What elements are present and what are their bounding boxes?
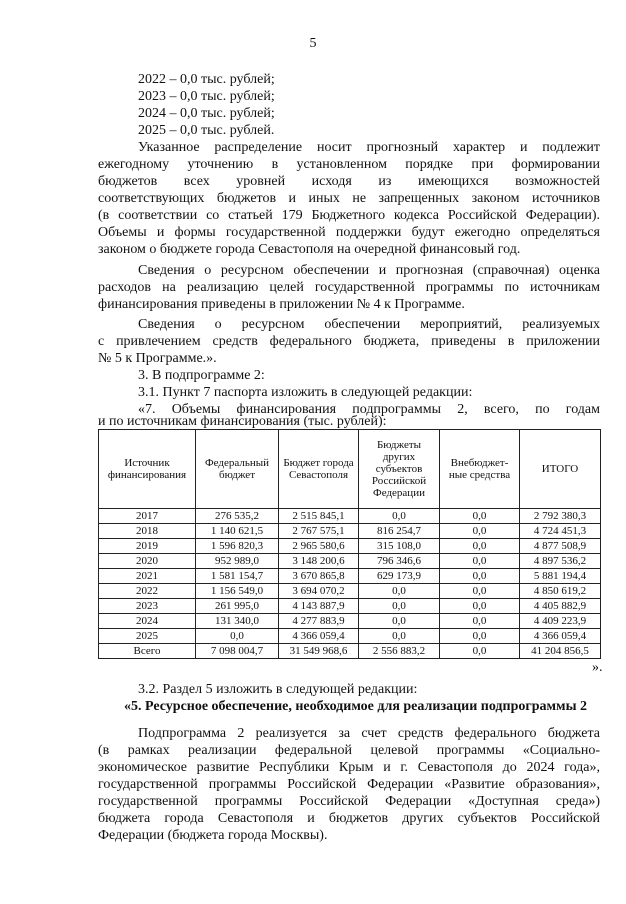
column-header: Бюджет города Севастополя xyxy=(279,430,359,509)
table-cell: 2 792 380,3 xyxy=(520,509,601,524)
table-cell: 2020 xyxy=(99,554,196,569)
table-cell: 1 156 549,0 xyxy=(196,584,279,599)
table-cell: 1 140 621,5 xyxy=(196,524,279,539)
table-cell: 0,0 xyxy=(359,599,440,614)
table-cell: 261 995,0 xyxy=(196,599,279,614)
paragraph-line: экономическое развитие Республики Крым и г. Севастополя до 2024 года», xyxy=(98,760,600,775)
section-heading: «5. Ресурсное обеспечение, необходимое для реализации подпрограммы 2 xyxy=(124,699,588,714)
table-cell: 7 098 004,7 xyxy=(196,644,279,659)
table-cell: 4 897 536,2 xyxy=(520,554,601,569)
table-cell: 2017 xyxy=(99,509,196,524)
paragraph-line: Объемы и формы государственной поддержки будут ежегодно определяться xyxy=(98,225,600,240)
year-line: 2022 – 0,0 тыс. рублей; xyxy=(138,72,275,87)
table-cell: 4 850 619,2 xyxy=(520,584,601,599)
table-cell: 0,0 xyxy=(196,629,279,644)
year-line: 2024 – 0,0 тыс. рублей; xyxy=(138,106,275,121)
table-row xyxy=(99,569,601,584)
table-cell: 0,0 xyxy=(440,584,520,599)
table-row xyxy=(99,599,601,614)
table-cell: 3 694 070,2 xyxy=(279,584,359,599)
section-line: 3.2. Раздел 5 изложить в следующей редакции: xyxy=(138,682,418,697)
table-cell: 5 881 194,4 xyxy=(520,569,601,584)
table-row xyxy=(99,584,601,599)
table-header-row xyxy=(99,430,601,509)
table-cell: 2023 xyxy=(99,599,196,614)
table-cell: 4 366 059,4 xyxy=(279,629,359,644)
paragraph-line: ежегодному уточнению в установленном порядке при формировании xyxy=(98,157,600,172)
table-cell: 2025 xyxy=(99,629,196,644)
year-line: 2025 – 0,0 тыс. рублей. xyxy=(138,123,275,138)
paragraph-line: бюджета города Севастополя и бюджетов других субъектов Российской xyxy=(98,811,600,826)
paragraph-line: финансирования приведены в приложении № 4 к Программе. xyxy=(98,297,465,312)
table-cell: 276 535,2 xyxy=(196,509,279,524)
paragraph-line: Указанное распределение носит прогнозный характер и подлежит xyxy=(138,140,600,155)
table-cell: 0,0 xyxy=(440,644,520,659)
paragraph-line: Федерации (бюджета города Москвы). xyxy=(98,828,328,843)
table-cell: 3 148 200,6 xyxy=(279,554,359,569)
table-cell: 4 366 059,4 xyxy=(520,629,601,644)
table-cell: 0,0 xyxy=(440,629,520,644)
table-cell: 952 989,0 xyxy=(196,554,279,569)
paragraph-line: (в рамках реализации федеральной целевой программы «Социально- xyxy=(98,743,600,758)
table-cell: 4 724 451,3 xyxy=(520,524,601,539)
table-cell: 2019 xyxy=(99,539,196,554)
table-cell: 0,0 xyxy=(359,584,440,599)
paragraph-line: расходов на реализацию целей государственной программы по источникам xyxy=(98,280,600,295)
table-row xyxy=(99,539,601,554)
paragraph-line: (в соответствии со статьей 179 Бюджетного кодекса Российской Федерации). xyxy=(98,208,600,223)
paragraph-line: Подпрограмма 2 реализуется за счет средств федерального бюджета xyxy=(138,726,600,741)
table-cell: 4 143 887,9 xyxy=(279,599,359,614)
table-cell: 4 877 508,9 xyxy=(520,539,601,554)
table-cell: 2024 xyxy=(99,614,196,629)
table-cell: 2 767 575,1 xyxy=(279,524,359,539)
table-cell: 796 346,6 xyxy=(359,554,440,569)
table-cell: 2018 xyxy=(99,524,196,539)
paragraph-line: государственной программы Российской Федерации «Доступная среда») xyxy=(98,794,600,809)
table-cell: 3 670 865,8 xyxy=(279,569,359,584)
table-cell: 629 173,9 xyxy=(359,569,440,584)
paragraph-line: «7. Объемы финансирования подпрограммы 2, всего, по годам xyxy=(138,402,600,417)
table-cell: 2022 xyxy=(99,584,196,599)
financing-table xyxy=(98,429,601,659)
paragraph-line: 3. В подпрограмме 2: xyxy=(138,368,265,383)
paragraph-line: Сведения о ресурсном обеспечении мероприятий, реализуемых xyxy=(138,317,600,332)
table-cell: 4 405 882,9 xyxy=(520,599,601,614)
paragraph-line: Сведения о ресурсном обеспечении и прогнозная (справочная) оценка xyxy=(138,263,600,278)
table-cell: 2 965 580,6 xyxy=(279,539,359,554)
column-header: ИТОГО xyxy=(520,430,601,509)
table-cell: 0,0 xyxy=(440,554,520,569)
table-cell: 0,0 xyxy=(440,539,520,554)
table-row xyxy=(99,509,601,524)
table-cell: Всего xyxy=(99,644,196,659)
page-number: 5 xyxy=(309,36,317,51)
table-cell: 0,0 xyxy=(440,614,520,629)
table-cell: 4 409 223,9 xyxy=(520,614,601,629)
table-cell: 2 515 845,1 xyxy=(279,509,359,524)
table-body xyxy=(99,509,601,659)
paragraph-line: с привлечением средств федерального бюджета, приведены в приложении xyxy=(98,334,600,349)
table-cell: 816 254,7 xyxy=(359,524,440,539)
table-row xyxy=(99,554,601,569)
paragraph-line: законом о бюджете города Севастополя на очередной финансовый год. xyxy=(98,242,521,257)
table-row xyxy=(99,524,601,539)
table-cell: 315 108,0 xyxy=(359,539,440,554)
column-header: Бюджеты других субъектов Российской Федерации xyxy=(359,430,440,509)
table-row xyxy=(99,644,601,659)
table-cell: 31 549 968,6 xyxy=(279,644,359,659)
table-cell: 0,0 xyxy=(359,509,440,524)
paragraph-line: и по источникам финансирования (тыс. рублей): xyxy=(98,414,387,429)
table-cell: 1 581 154,7 xyxy=(196,569,279,584)
year-line: 2023 – 0,0 тыс. рублей; xyxy=(138,89,275,104)
table-cell: 1 596 820,3 xyxy=(196,539,279,554)
column-header: Федеральный бюджет xyxy=(196,430,279,509)
table-cell: 0,0 xyxy=(440,509,520,524)
column-header: Источник финансирования xyxy=(99,430,196,509)
paragraph-line: 3.1. Пункт 7 паспорта изложить в следующей редакции: xyxy=(138,385,473,400)
table-cell: 0,0 xyxy=(359,614,440,629)
table-row xyxy=(99,614,601,629)
table-cell: 2 556 883,2 xyxy=(359,644,440,659)
table-closing-quote: ». xyxy=(592,660,603,675)
table-cell: 2021 xyxy=(99,569,196,584)
table-cell: 131 340,0 xyxy=(196,614,279,629)
table-cell: 0,0 xyxy=(359,629,440,644)
paragraph-line: соответствующих бюджетов и иных не запрещенных законом источников xyxy=(98,191,600,206)
column-header: Внебюджет-ные средства xyxy=(440,430,520,509)
paragraph-line: государственной программы Российской Федерации «Развитие образования», xyxy=(98,777,600,792)
table-cell: 4 277 883,9 xyxy=(279,614,359,629)
table-cell: 41 204 856,5 xyxy=(520,644,601,659)
table-cell: 0,0 xyxy=(440,569,520,584)
paragraph-line: № 5 к Программе.». xyxy=(98,351,217,366)
table-cell: 0,0 xyxy=(440,524,520,539)
table-cell: 0,0 xyxy=(440,599,520,614)
paragraph-line: бюджетов всех уровней исходя из имеющихся возможностей xyxy=(98,174,600,189)
table-row xyxy=(99,629,601,644)
